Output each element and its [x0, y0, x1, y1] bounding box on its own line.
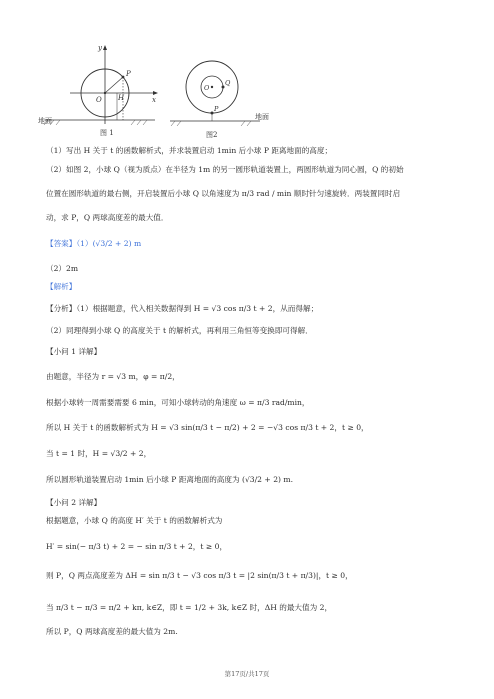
- solution-heading: 【解析】: [46, 282, 77, 291]
- detail-1-line-3: 所以 H 关于 t 的函数解析式为 H = √3 sin(π/3 t − π/2) + 2 = −√3 cos π/3 t + 2，t ≥ 0，: [46, 423, 369, 432]
- detail-2-line-4: 当 π/3 t − π/3 = π/2 + kπ, k∈Z，即 t = 1/2 + 3k, k∈Z 时，ΔH 的最大值为 2，: [46, 603, 333, 612]
- detail-2-line-5: 所以 P，Q 两球高度差的最大值为 2m.: [46, 627, 178, 636]
- question-part-1: （1）写出 H 关于 t 的函数解析式，并求装置启动 1min 后小球 P 距离地面的高度；: [46, 146, 333, 155]
- figure-1: [40, 40, 160, 140]
- detail-2-line-2: H′ = sin(− π/3 t) + 2 = − sin π/3 t + 2，t ≥ 0，: [46, 542, 228, 551]
- point-q-label: Q: [225, 79, 231, 87]
- point-p-label-2: P: [214, 105, 219, 113]
- answer-part-1: 【答案】（1）(√3/2 + 2) m: [46, 239, 142, 248]
- x-axis-label: x: [152, 96, 156, 104]
- detail-1-line-4: 当 t = 1 时，H = √3/2 + 2，: [46, 449, 152, 458]
- detail-2-line-3: 则 P，Q 两点高度差为 ΔH = sin π/3 t − √3 cos π/3 t = |2 sin(π/3 t + π/3)|，t ≥ 0，: [46, 571, 353, 580]
- detail-1-line-5: 所以圆形轨道装置启动 1min 后小球 P 距离地面的高度为 (√3/2 + 2) m.: [46, 475, 294, 484]
- ground-label-left: 地面: [38, 117, 52, 125]
- analysis-line-2: （2）同理得到小球 Q 的高度关于 t 的解析式，再利用三角恒等变换即可得解．: [46, 326, 313, 335]
- figure-1-caption: 图 1: [100, 129, 114, 137]
- analysis-line-1: 【分析】（1）根据题意，代入相关数据得到 H = √3 cos π/3 t + 2，从而得解；: [46, 304, 319, 313]
- y-axis-label: y: [98, 44, 102, 52]
- figure-2: [170, 55, 280, 140]
- answer-part-2: （2）2m: [46, 264, 79, 273]
- origin-label: O: [96, 96, 102, 104]
- page-footer: 第17页/共17页: [224, 670, 270, 678]
- subquestion-1-heading: 【小问 1 详解】: [46, 347, 102, 356]
- figure-2-caption: 图2: [206, 131, 218, 139]
- detail-2-line-1: 根据题意，小球 Q 的高度 H′ 关于 t 的函数解析式为: [46, 516, 223, 525]
- point-h-label: H: [118, 94, 125, 102]
- point-p-label: P: [126, 70, 131, 78]
- question-part-2-line-1: （2）如图 2，小球 Q（视为质点）在半径为 1m 的另一圆形轨道装置上，两圆形轨道为同心圆，Q 的初始: [46, 165, 404, 174]
- detail-1-line-1: 由题意，半径为 r = √3 m，φ = π/2，: [46, 372, 180, 381]
- question-part-2-line-3: 动，求 P，Q 两球高度差的最大值．: [46, 213, 169, 222]
- origin-label-2: O: [204, 84, 210, 92]
- subquestion-2-heading: 【小问 2 详解】: [46, 498, 102, 507]
- question-part-2-line-2: 位置在圆形轨道的最右侧，开启装置后小球 Q 以角速度为 π/3 rad / min 顺时针匀速旋转．两装置同时启: [46, 189, 401, 198]
- ground-label-right: 地面: [255, 113, 269, 121]
- detail-1-line-2: 根据小球转一周需要需要 6 min，可知小球转动的角速度 ω = π/3 rad/min，: [46, 398, 310, 407]
